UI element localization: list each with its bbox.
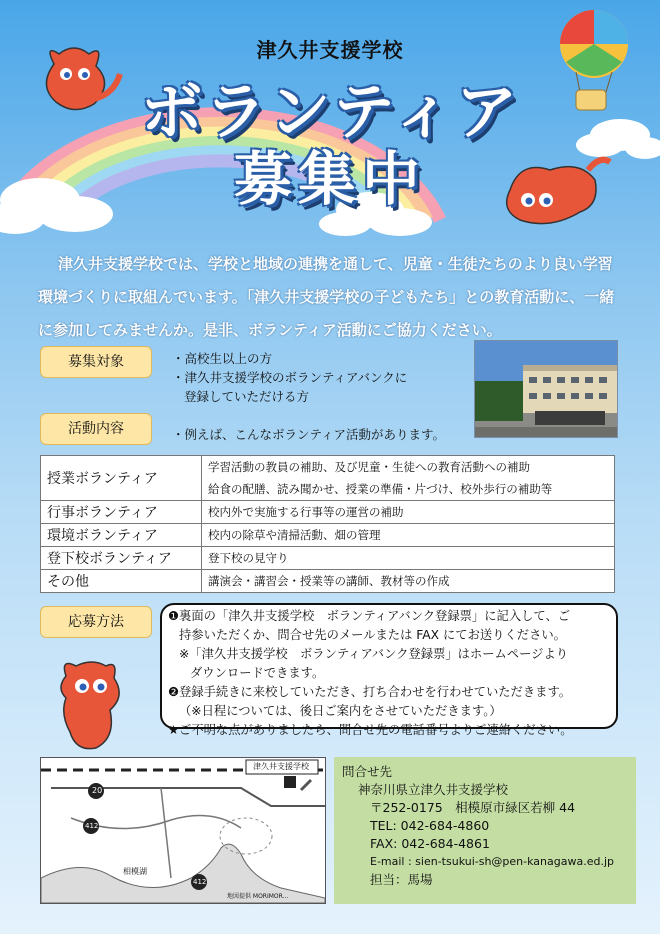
intro-paragraph: 津久井支援学校では、学校と地域の連携を通して、児童・生徒たちのより良い学習環境づくりに取組んでいます。「津久井支援学校の子どもたち」との教育活動に、一緒に参加してみませんか。是非、ボランティア活動にご協力ください。 <box>38 255 615 339</box>
table-row <box>41 456 615 501</box>
activity-description: 校内の除草や清掃活動、畑の管理 <box>202 524 615 547</box>
description-line: 学習活動の教員の補助、及び児童・生徒への教育活動への補助 <box>208 460 530 474</box>
contact-heading: 問合せ先 <box>342 764 393 779</box>
cat-mascot-waving-icon <box>52 658 132 754</box>
school-building-photo <box>474 340 618 438</box>
activity-label: 活動内容 <box>40 413 152 445</box>
apply-line: ※「津久井支援学校 ボランティアバンク登録票」はホームページより <box>179 647 569 661</box>
activity-category: 登下校ボランティア <box>41 547 202 570</box>
map-school-label: 津久井支援学校 <box>253 762 309 771</box>
activity-description: 講演会・講習会・授業等の講師、教材等の作成 <box>202 570 615 593</box>
contact-address: 〒252-0175 相模原市緑区若柳 44 <box>370 800 576 815</box>
apply-line: 持参いただくか、問合せ先のメールまたは FAX にてお送りください。 <box>179 628 566 642</box>
apply-line: ダウンロードできます。 <box>190 666 325 680</box>
activity-category: 環境ボランティア <box>41 524 202 547</box>
apply-line: ❶裏面の「津久井支援学校 ボランティアバンク登録票」に記入して、ご <box>168 609 571 623</box>
apply-line: （※日程については、後日ご案内をさせていただきます。） <box>179 704 502 718</box>
route-412-icon: 412 <box>193 878 207 886</box>
school-name-heading: 津久井支援学校 <box>256 38 404 62</box>
table-row <box>41 547 615 570</box>
apply-method-label: 応募方法 <box>40 606 152 638</box>
activity-table <box>40 455 615 593</box>
map-copyright: 地図提供 MORIMOR... <box>227 893 289 900</box>
activity-category: その他 <box>41 570 202 593</box>
contact-box <box>334 757 636 904</box>
table-row <box>41 524 615 547</box>
recruit-target-label: 募集対象 <box>40 346 152 378</box>
apply-line: ★ご不明な点がありましたら、問合せ先の電話番号よりご連絡ください。 <box>168 723 573 737</box>
contact-person: 担当：馬場 <box>370 872 433 887</box>
activity-category: 行事ボランティア <box>41 501 202 524</box>
main-subtitle: 募集中 <box>233 145 426 213</box>
activity-description: 登下校の見守り <box>202 547 615 570</box>
main-title: ボランティア <box>140 75 520 148</box>
contact-tel: TEL: 042-684-4860 <box>370 818 490 833</box>
route-20-icon: 20 <box>92 786 103 795</box>
contact-fax: FAX: 042-684-4861 <box>370 836 490 851</box>
table-row <box>41 501 615 524</box>
route-412-icon: 412 <box>85 822 99 830</box>
activity-description: 校内外で実施する行事等の運営の補助 <box>202 501 615 524</box>
contact-email: E-mail : sien-tsukui-sh@pen-kanagawa.ed.jp <box>370 855 614 868</box>
table-row <box>41 570 615 593</box>
recruit-item: ・高校生以上の方 <box>172 351 273 366</box>
activity-description <box>202 456 615 501</box>
access-map <box>40 757 326 904</box>
map-lake-label: 相模湖 <box>123 867 147 876</box>
recruit-target-list <box>172 349 452 406</box>
activity-category: 授業ボランティア <box>41 456 202 501</box>
activity-intro: ・例えば、こんなボランティア活動があります。 <box>172 427 446 442</box>
recruit-item: 登録していただける方 <box>184 389 310 404</box>
recruit-item: ・津久井支援学校のボランティアバンクに <box>172 370 408 385</box>
contact-school-name: 神奈川県立津久井支援学校 <box>358 782 509 797</box>
apply-method-box <box>160 603 618 737</box>
apply-line: ❷登録手続きに来校していただき、打ち合わせを行わせていただきます。 <box>168 685 572 699</box>
description-line: 給食の配膳、読み聞かせ、授業の準備・片づけ、校外歩行の補助等 <box>208 482 553 496</box>
